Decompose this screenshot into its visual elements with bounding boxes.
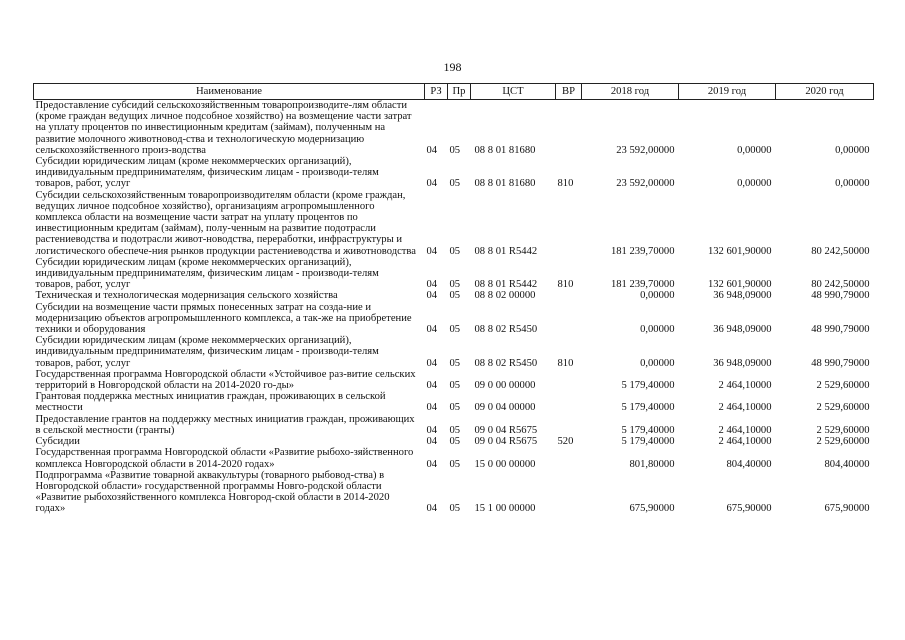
table-row — [34, 414, 874, 436]
row-cst: 08 8 01 81680 — [474, 144, 536, 156]
row-name: Предоставление субсидий сельскохозяйственным товаропроизводите-лям области (кроме граждан ведущих личное подсобное хозяйство) на возмещение части затрат на уплату процентов по инвестиционным кредитам (займам), полученным на развитие молочного животновод-ства и технологическую модернизацию сельскохозяйственного произ-водства — [35, 100, 412, 156]
row-vr: 520 — [557, 436, 574, 448]
row-2018: 675,90000 — [629, 503, 675, 515]
row-2018: 0,00000 — [640, 357, 675, 369]
row-2019: 2 464,10000 — [718, 436, 772, 448]
header-cst: ЦСТ — [471, 84, 556, 100]
row-pr: 05 — [449, 144, 461, 156]
row-2019: 2 464,10000 — [718, 424, 772, 436]
row-cst: 08 8 02 R5450 — [474, 324, 538, 336]
row-rz: 04 — [426, 279, 438, 291]
row-rz: 04 — [426, 436, 438, 448]
row-2020: 2 529,60000 — [816, 380, 870, 392]
row-2020: 804,40000 — [824, 458, 870, 470]
row-2020: 0,00000 — [835, 144, 870, 156]
row-2020: 2 529,60000 — [816, 402, 870, 414]
header-vr: ВР — [556, 84, 582, 100]
row-2020: 48 990,79000 — [811, 324, 870, 336]
row-pr: 05 — [449, 424, 461, 436]
row-cst: 08 8 02 R5450 — [474, 357, 538, 369]
row-2020: 48 990,79000 — [811, 357, 870, 369]
row-pr: 05 — [449, 245, 461, 257]
row-2018: 5 179,40000 — [621, 424, 675, 436]
row-2019: 36 948,09000 — [713, 324, 772, 336]
budget-table — [33, 83, 874, 515]
table-header-row — [34, 84, 874, 100]
row-2018: 801,80000 — [629, 458, 675, 470]
row-2020: 2 529,60000 — [816, 436, 870, 448]
row-name: Субсидии юридическим лицам (кроме некоммерческих организаций), индивидуальным предпринимателям, физическим лицам - производи-телям товаров, работ, услуг — [35, 256, 379, 291]
row-2019: 0,00000 — [737, 144, 772, 156]
row-pr: 05 — [449, 380, 461, 392]
row-2018: 0,00000 — [640, 324, 675, 336]
row-cst: 08 8 01 81680 — [474, 178, 536, 190]
table-row — [34, 369, 874, 391]
header-2019: 2019 год — [679, 84, 776, 100]
table-row — [34, 100, 874, 157]
row-name: Субсидии юридическим лицам (кроме некоммерческих организаций), индивидуальным предпринимателям, физическим лицам - производи-телям товаров, работ, услуг — [35, 335, 379, 369]
row-2019: 132 601,90000 — [707, 245, 772, 257]
row-rz: 04 — [426, 324, 438, 336]
row-name: Предоставление грантов на поддержку местных инициатив граждан, проживающих в сельской местности (гранты) — [35, 413, 415, 436]
row-pr: 05 — [449, 324, 461, 336]
row-2020: 48 990,79000 — [811, 290, 870, 302]
row-name: Субсидии на возмещение части прямых понесенных затрат на созда-ние и модернизацию объектов агропромышленного комплекса, а так-же на приобретение техники и оборудования — [35, 301, 412, 336]
row-vr — [556, 470, 582, 515]
row-vr: 810 — [557, 279, 574, 291]
row-2018: 5 179,40000 — [621, 436, 675, 448]
row-vr — [556, 369, 582, 391]
row-2018: 23 592,00000 — [616, 178, 675, 190]
row-vr — [556, 447, 582, 469]
row-pr: 05 — [449, 458, 461, 470]
row-2018: 181 239,70000 — [610, 245, 675, 257]
row-pr: 05 — [449, 357, 461, 369]
row-pr: 05 — [449, 178, 461, 190]
table-row — [34, 470, 874, 515]
row-name: Грантовая поддержка местных инициатив граждан, проживающих в сельской местности — [35, 391, 386, 414]
row-rz: 04 — [426, 402, 438, 414]
row-name: Государственная программа Новгородской области «Устойчивое раз-витие сельских территорий в Новгородской области на 2014-2020 го-ды» — [35, 368, 416, 392]
row-rz: 04 — [426, 290, 438, 302]
row-2018: 5 179,40000 — [621, 380, 675, 392]
row-pr: 05 — [449, 290, 461, 302]
row-2019: 36 948,09000 — [713, 290, 772, 302]
row-2020: 675,90000 — [824, 503, 870, 515]
row-rz: 04 — [426, 178, 438, 190]
header-pr: Пр — [448, 84, 471, 100]
row-rz: 04 — [426, 424, 438, 436]
row-cst: 08 8 01 R5442 — [474, 245, 538, 257]
row-cst: 09 0 04 00000 — [474, 402, 536, 414]
row-vr — [556, 391, 582, 413]
row-2020: 80 242,50000 — [811, 245, 870, 257]
row-2020: 2 529,60000 — [816, 424, 870, 436]
row-cst: 15 1 00 00000 — [474, 503, 536, 515]
row-2019: 804,40000 — [726, 458, 772, 470]
row-name: Подпрограмма «Развитие товарной аквакультуры (товарного рыбовод-ства) в Новгородской области» государственной программы Новго-родской области «Развитие рыбохозяйственного комплекса Новгород-ской области в 2014-2020 годах» — [35, 469, 390, 515]
row-vr: 810 — [557, 178, 574, 190]
row-cst: 09 0 04 R5675 — [474, 424, 538, 436]
table-row — [34, 290, 874, 301]
row-vr — [556, 414, 582, 436]
row-vr — [556, 190, 582, 257]
row-2020: 0,00000 — [835, 178, 870, 190]
row-2019: 2 464,10000 — [718, 402, 772, 414]
row-2018: 181 239,70000 — [610, 279, 675, 291]
row-rz: 04 — [426, 458, 438, 470]
header-2018: 2018 год — [582, 84, 679, 100]
header-2020: 2020 год — [776, 84, 874, 100]
row-vr — [556, 302, 582, 336]
row-rz: 04 — [426, 144, 438, 156]
row-pr: 05 — [449, 279, 461, 291]
row-2018: 0,00000 — [640, 290, 675, 302]
row-2019: 0,00000 — [737, 178, 772, 190]
row-2018: 5 179,40000 — [621, 402, 675, 414]
row-2019: 36 948,09000 — [713, 357, 772, 369]
row-rz: 04 — [426, 357, 438, 369]
table-row — [34, 391, 874, 413]
row-vr: 810 — [557, 357, 574, 369]
row-pr: 05 — [449, 436, 461, 448]
table-row — [34, 302, 874, 336]
row-rz: 04 — [426, 503, 438, 515]
row-pr: 05 — [449, 402, 461, 414]
row-name: Субсидии юридическим лицам (кроме некоммерческих организаций), индивидуальным предпринимателям, физическим лицам - производи-телям товаров, работ, услуг — [35, 156, 379, 190]
row-2019: 2 464,10000 — [718, 380, 772, 392]
row-name: Техническая и технологическая модернизация сельского хозяйства — [35, 290, 338, 302]
row-vr — [556, 290, 582, 301]
row-2019: 132 601,90000 — [707, 279, 772, 291]
row-cst: 09 0 04 R5675 — [474, 436, 538, 448]
row-name: Государственная программа Новгородской области «Развитие рыбохо-зяйственного комплекса Новгородской области в 2014-2020 годах» — [35, 447, 414, 470]
table-row — [34, 156, 874, 190]
row-cst: 08 8 01 R5442 — [474, 279, 538, 291]
row-rz: 04 — [426, 245, 438, 257]
table-row — [34, 447, 874, 469]
row-2020: 80 242,50000 — [811, 279, 870, 291]
row-name: Субсидии — [35, 436, 80, 448]
row-cst: 09 0 00 00000 — [474, 380, 536, 392]
header-rz: РЗ — [425, 84, 448, 100]
page-number: 198 — [443, 60, 462, 74]
row-2019: 675,90000 — [726, 503, 772, 515]
row-cst: 15 0 00 00000 — [474, 458, 536, 470]
row-rz: 04 — [426, 380, 438, 392]
table-row — [34, 190, 874, 257]
row-pr: 05 — [449, 503, 461, 515]
table-row — [34, 257, 874, 291]
row-vr — [556, 100, 582, 157]
row-2018: 23 592,00000 — [616, 144, 675, 156]
row-cst: 08 8 02 00000 — [474, 290, 536, 302]
table-row — [34, 436, 874, 447]
header-name: Наименование — [34, 84, 425, 100]
table-row — [34, 335, 874, 369]
row-name: Субсидии сельскохозяйственным товаропроизводителям области (кроме граждан, ведущих личное подсобное хозяйство), организациям агропромышленного комплекса области на возмещение части затрат на уплату процентов по инвестиционным кредитам (займам), полу-ченным на развитие подотрасли растениеводства и подотрасли живот-новодства, переработки, инфраструктуры и логистического обеспече-ния рынков продукции растениеводства и животноводства — [35, 189, 416, 257]
